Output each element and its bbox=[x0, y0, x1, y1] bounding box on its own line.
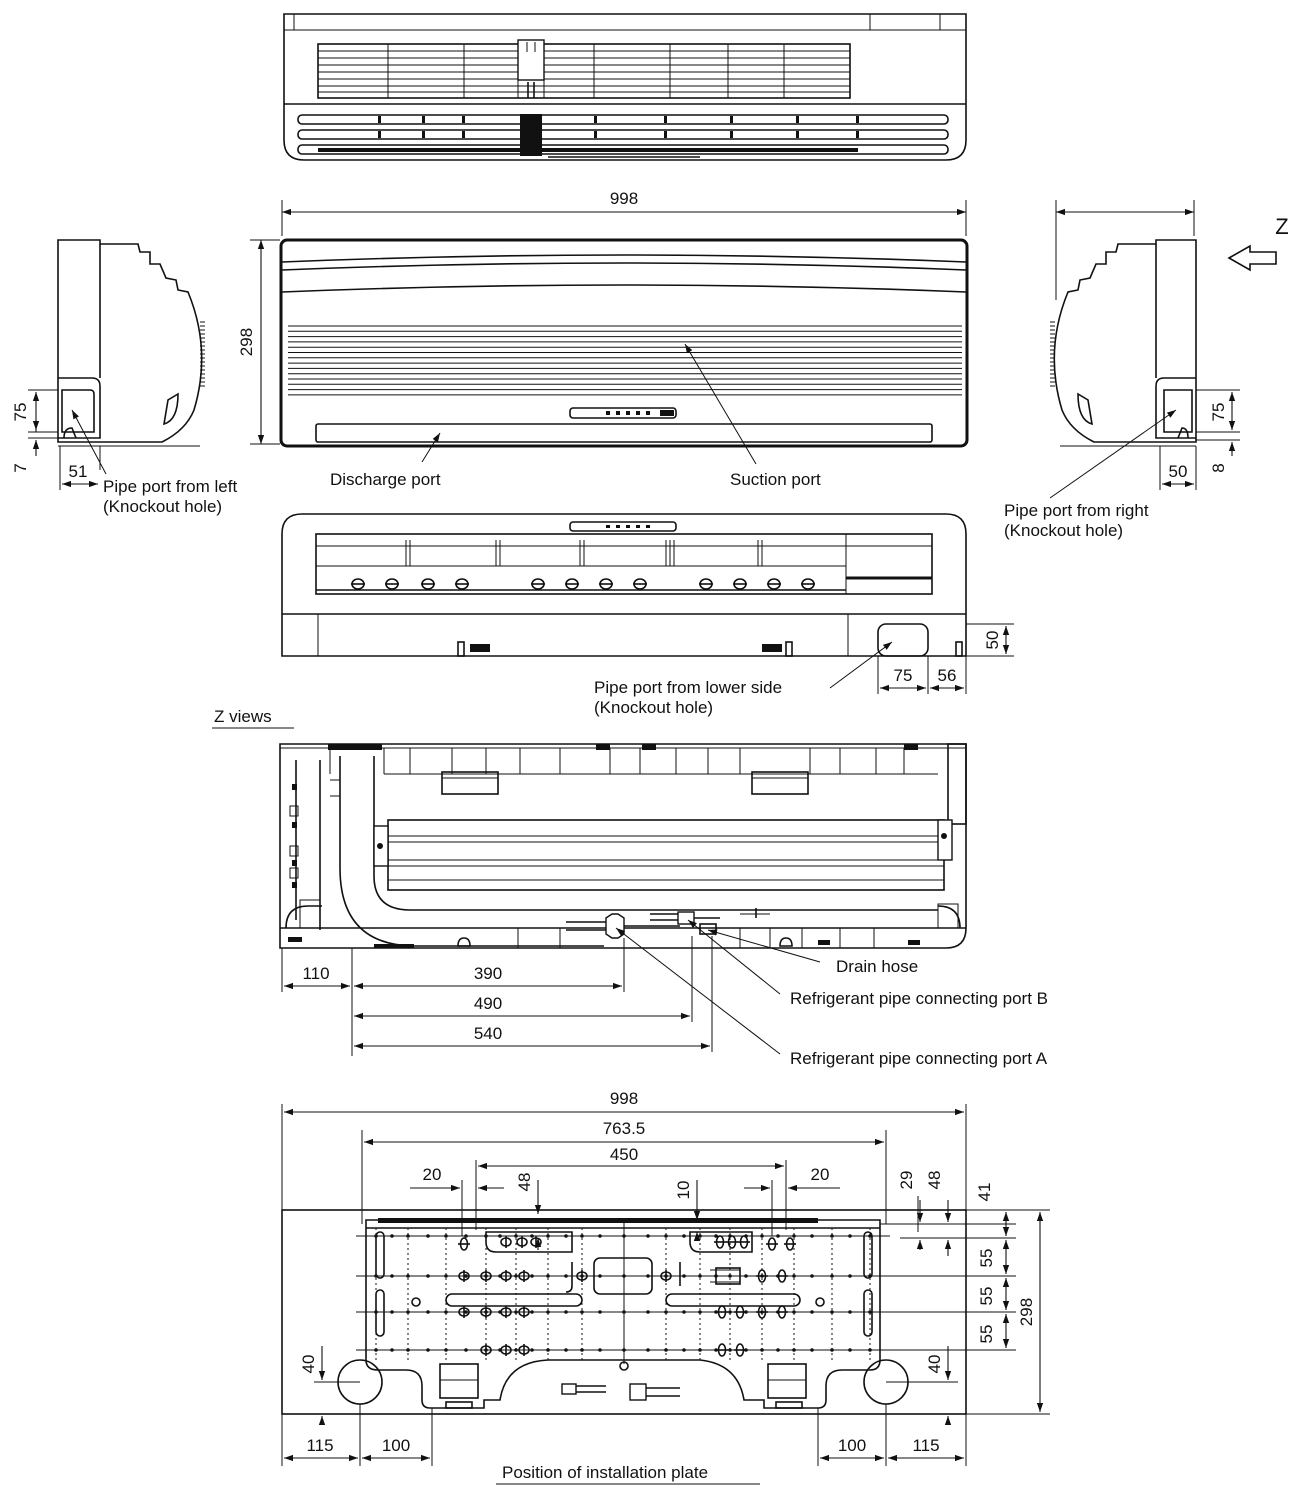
dim-10: 10 bbox=[674, 1180, 693, 1200]
dim-115-right: 115 bbox=[912, 1436, 940, 1455]
pipe-left-label-2: (Knockout hole) bbox=[103, 497, 223, 516]
dim-540: 540 bbox=[473, 1024, 503, 1043]
top-view bbox=[284, 14, 966, 160]
dim-20-right: 20 bbox=[810, 1165, 830, 1184]
dim-763: 763.5 bbox=[602, 1119, 646, 1138]
pipe-right-label-2: (Knockout hole) bbox=[1004, 521, 1124, 540]
z-views-title: Z views bbox=[214, 707, 272, 726]
dim-55-b: 55 bbox=[977, 1286, 996, 1306]
z-views bbox=[212, 707, 1048, 1068]
dim-298-front: 298 bbox=[237, 327, 256, 357]
dim-115-left: 115 bbox=[306, 1436, 334, 1455]
dim-490: 490 bbox=[473, 994, 503, 1013]
left-side-view bbox=[11, 240, 237, 516]
port-b-label: Refrigerant pipe connecting port B bbox=[790, 989, 1048, 1008]
pipe-lower-label-1: Pipe port from lower side bbox=[594, 678, 783, 697]
dim-390: 390 bbox=[473, 964, 503, 983]
dim-55-a: 55 bbox=[977, 1248, 996, 1268]
port-a-label: Refrigerant pipe connecting port A bbox=[790, 1049, 1048, 1068]
dim-50-lower: 50 bbox=[983, 630, 1002, 650]
dim-100-left: 100 bbox=[381, 1436, 411, 1455]
dim-8-right: 8 bbox=[1209, 463, 1228, 473]
dim-298-plate: 298 bbox=[1017, 1297, 1036, 1327]
dim-20-left: 20 bbox=[422, 1165, 442, 1184]
dim-48-left: 48 bbox=[515, 1172, 534, 1192]
dim-450: 450 bbox=[609, 1145, 639, 1164]
z-view-arrow-icon bbox=[1229, 246, 1276, 270]
dim-100-right: 100 bbox=[837, 1436, 867, 1455]
dim-50-right: 50 bbox=[1168, 462, 1188, 481]
suction-port-label: Suction port bbox=[730, 470, 821, 489]
dim-41: 41 bbox=[975, 1182, 994, 1202]
dim-55-c: 55 bbox=[977, 1324, 996, 1344]
dim-75-left: 75 bbox=[11, 402, 30, 422]
bottom-view bbox=[282, 514, 1014, 717]
dim-29: 29 bbox=[897, 1170, 916, 1190]
pipe-right-label-1: Pipe port from right bbox=[1004, 501, 1149, 520]
dim-110: 110 bbox=[302, 964, 330, 983]
drain-hose-label: Drain hose bbox=[836, 957, 919, 976]
pipe-left-label-1: Pipe port from left bbox=[103, 477, 238, 496]
dim-998-top: 998 bbox=[609, 189, 639, 208]
dim-56-lower: 56 bbox=[937, 666, 957, 685]
dim-40-right: 40 bbox=[925, 1354, 944, 1374]
dim-48-right: 48 bbox=[925, 1170, 944, 1190]
dim-51: 51 bbox=[68, 462, 88, 481]
dim-75-lower: 75 bbox=[893, 666, 913, 685]
dim-75-right: 75 bbox=[1209, 402, 1228, 422]
dim-40-left: 40 bbox=[299, 1354, 318, 1374]
installation-plate-title: Position of installation plate bbox=[502, 1463, 709, 1482]
right-side-view bbox=[1004, 200, 1289, 540]
dim-998-plate: 998 bbox=[609, 1089, 639, 1108]
discharge-port-label: Discharge port bbox=[330, 470, 441, 489]
installation-plate-view bbox=[282, 1089, 1050, 1484]
z-arrow-label: Z bbox=[1275, 214, 1289, 239]
dim-7-left: 7 bbox=[11, 463, 30, 473]
front-view bbox=[237, 189, 967, 489]
pipe-lower-label-2: (Knockout hole) bbox=[594, 698, 714, 717]
